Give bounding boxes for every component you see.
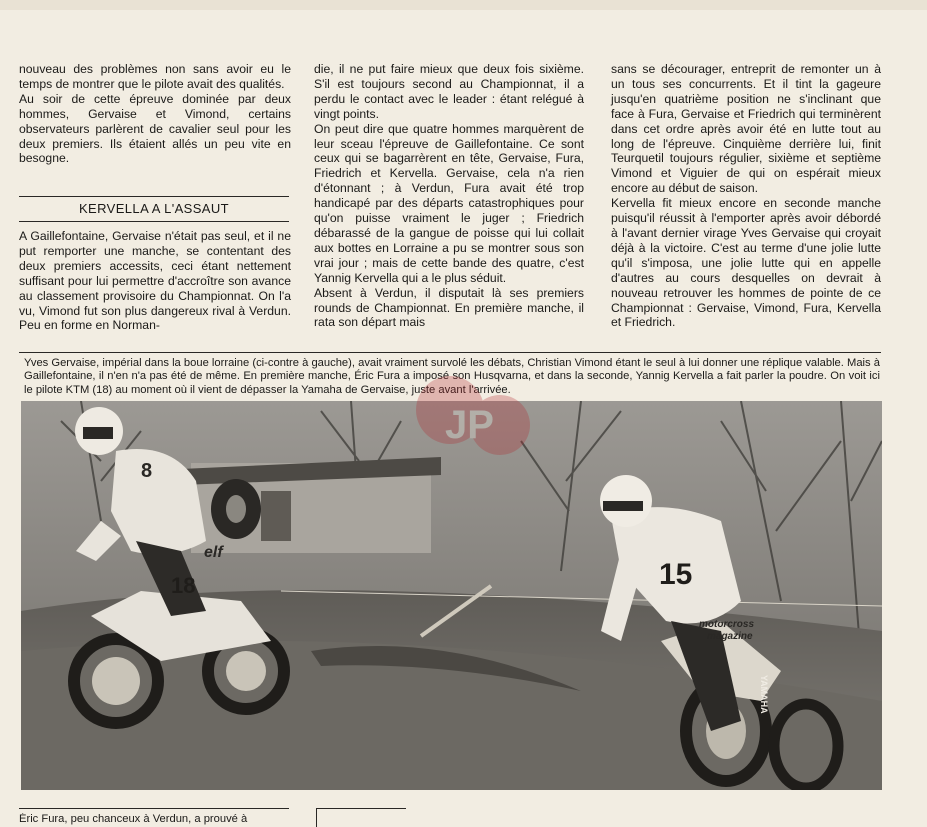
paragraph: nouveau des problèmes non sans avoir eu le temps de montrer que le pilote avait des qualités.: [19, 62, 291, 91]
paragraph: On peut dire que quatre hommes marquèrent de leur sceau l'épreuve de Gaillefontaine. Ce sont ceux qui se bagarrèrent en tête, Gervaise, Fura, Friedrich et Kervella. Gervaise, cela n'a rien d'étonnant ; à Verdun, Fura avait été trop handicapé par des départs catastrophiques pour qu'on puisse vraiment le juger ; Friedrich débarassé de la gangue de poisse qui lui collait aux bottes en Lorraine a pu se montrer sous son vrai jour ; mais de cette bande des quatre, c'est Yannig Kervella qui a le plus séduit.: [314, 121, 584, 285]
rider-left-sponsor: elf: [204, 544, 223, 561]
photo-caption: Yves Gervaise, impérial dans la boue lorraine (ci-contre à gauche), avait vraiment survolé les débats, Christian Vimond étant le seul à lui donner une réplique valable. Mais à Gaillefontaine, il n'en n'a pas été de même. En première manche, Éric Fura a imposé son Husqvarna, et dans la seconde, Yannig Kervella a fait parler la poudre. On voit ici le pilote KTM (18) au moment où il vient de dépasser la Yamaha de Gervaise, juste avant l'arrivée.: [24, 357, 880, 396]
bottom-caption-rule: [19, 808, 289, 809]
section-heading-box: [19, 196, 289, 222]
watermark-text: JP: [445, 403, 494, 447]
paragraph: Au soir de cette épreuve dominée par deux hommes, Gervaise et Vimond, certains observateurs parlèrent de cavalier seul pour les deux premiers. Ils étaient allés un peu vite en besogne.: [19, 91, 291, 166]
paragraph: A Gaillefontaine, Gervaise n'était pas seul, et il ne put remporter une manche, se contentant des deux premiers accessits, ceci étant nettement suffisant pour lui permettre d'accroître son avance au classement provisoire du Championnat. On l'a vu, Vimond fut son plus dangereux rival à Verdun. Peu en forme en Norman-: [19, 229, 291, 333]
paragraph: Absent à Verdun, il disputait là ses premiers rounds de Championnat. En première manche, il rata son départ mais: [314, 285, 584, 330]
rider-right-sponsor-2: magazine: [707, 631, 753, 642]
article-column-3: [611, 62, 881, 330]
motocross-photo: [21, 401, 882, 790]
bottom-caption: Éric Fura, peu chanceux à Verdun, a prouvé à: [19, 813, 248, 825]
rider-right-bike: YAMAHA: [759, 675, 769, 714]
article-column-2: [314, 62, 584, 330]
paragraph: sans se décourager, entreprit de remonter un à un tous ses concurrents. Et il tint la gageure jusqu'en quatrième position ne s'inclinant que face à Fura, Gervaise et Friedrich qui terminèrent dans cet ordre après avoir été en lutte tout au long de l'épreuve. Cinquième derrière lui, finit Teurquetil toujours régulier, sixième et septième Vimond et Viguier de qui on espérait mieux encore au début de saison.: [611, 62, 881, 196]
svg-text:8: 8: [141, 460, 153, 482]
paragraph: Kervella fit mieux encore en seconde manche puisqu'il réussit à l'emporter après avoir débordé à l'avant dernier virage Yves Gervaise qui croyait déjà à la victoire. C'est au terme d'une jolie lutte qu'il s'imposa, une jolie lutte qui en appelle d'autres au cours desquelles on devrait à nouveau retrouver les hommes de pointe de ce Championnat : Gervaise, Vimond, Fura, Kervella et Friedrich.: [611, 196, 881, 330]
paragraph: die, il ne put faire mieux que deux fois sixième. S'il est toujours second au Championnat, il a perdu le contact avec le leader : étant relégué à vingt points.: [314, 62, 584, 121]
bottom-frame-tick: [316, 808, 317, 827]
article-column-1-top: [19, 62, 291, 166]
rider-right-number: 15: [659, 558, 693, 591]
section-heading: KERVELLA A L'ASSAUT: [78, 201, 230, 216]
bottom-frame-rule: [316, 808, 406, 809]
rider-left-number: 18: [171, 573, 196, 598]
rider-right-sponsor: motorcross: [699, 619, 755, 630]
caption-rule: [19, 352, 881, 353]
page-top-band: [0, 0, 927, 10]
article-column-1-bottom: [19, 229, 291, 333]
